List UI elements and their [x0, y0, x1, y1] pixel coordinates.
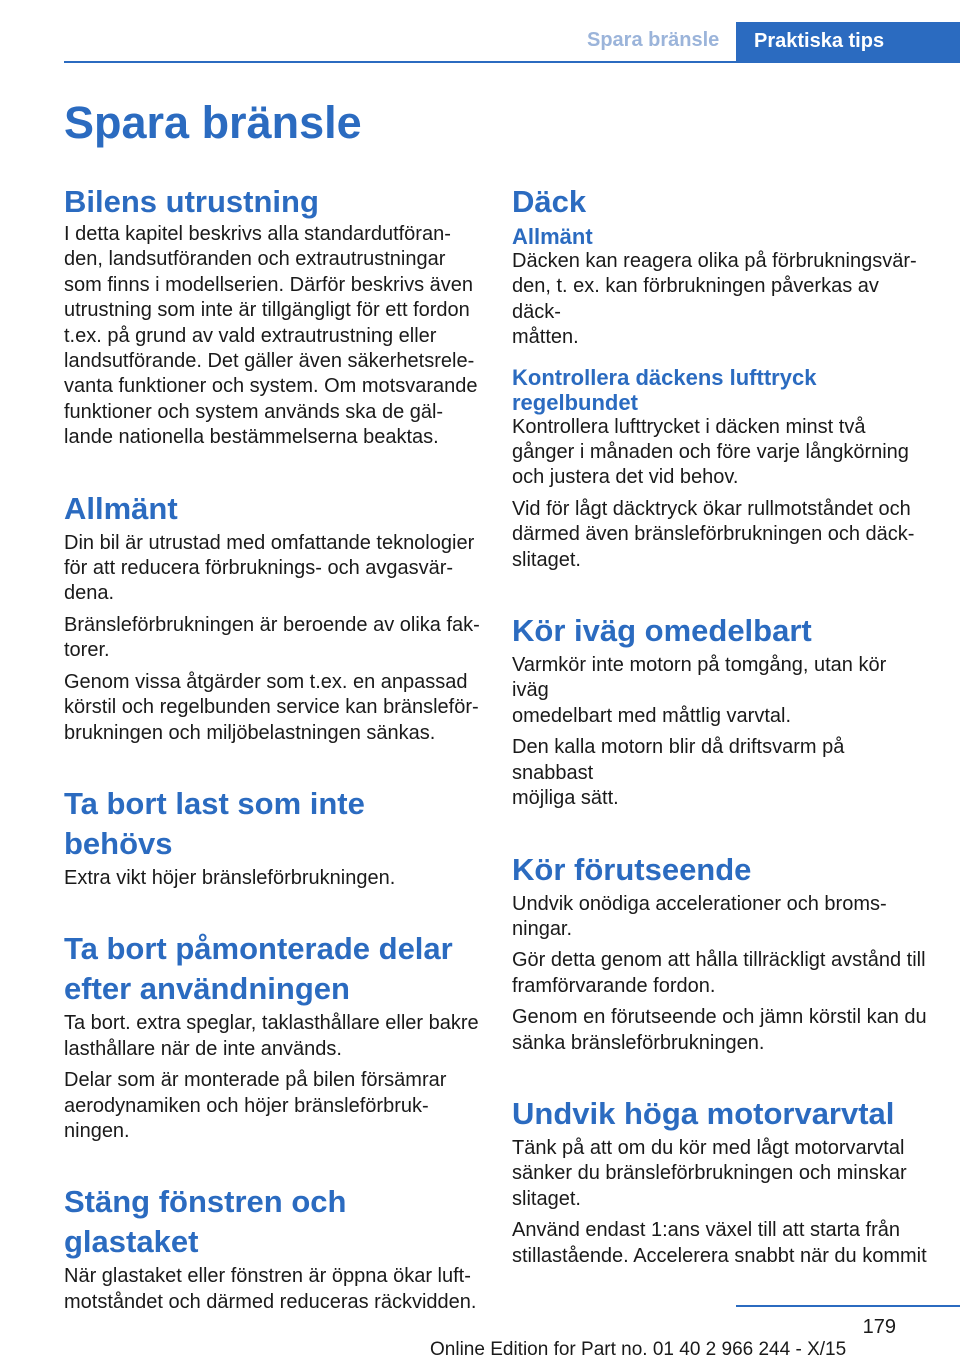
heading-tires: Däck: [512, 184, 587, 219]
page-number: 179: [862, 1316, 896, 1338]
heading-equipment: Bilens utrustning: [64, 184, 319, 219]
paragraph-tires-3: Vid för lågt däcktryck ökar rullmotståndet och därmed även bränsleförbrukningen och däck- slitaget.: [512, 497, 915, 571]
paragraph-anticipate-3: Genom en förutseende och jämn körstil kan du sänka bränsleförbrukningen.: [512, 1006, 927, 1054]
paragraph-general-1: Din bil är utrustad med omfattande teknologier för att reducera förbruknings- och avgasvär- dena.: [64, 531, 475, 605]
paragraph-anticipate-1: Undvik onödiga accelerationer och broms- ningar.: [512, 892, 887, 940]
paragraph-remove-load: Extra vikt höjer bränsleförbrukningen.: [64, 866, 396, 889]
heading-avoid-high-rpm: Undvik höga motorvarvtal: [512, 1095, 895, 1131]
left-column: [64, 182, 480, 1315]
right-column: [512, 182, 928, 1269]
footer-rule: [736, 1305, 960, 1307]
paragraph-drive-off-1: Varmkör inte motorn på tomgång, utan kör iväg omedelbart med måttlig varvtal.: [512, 654, 887, 727]
paragraph-anticipate-2: Gör detta genom att hålla tillräckligt avstånd till framförvarande fordon.: [512, 949, 926, 997]
edition-note: Online Edition for Part no. 01 40 2 966 244 - X/15: [430, 1339, 847, 1360]
paragraph-remove-parts-1: Ta bort. extra speglar, taklasthållare eller bakre lasthållare när de inte används.: [64, 1012, 479, 1060]
heading-close-windows: Stäng fönstren och glastaket: [64, 1184, 347, 1260]
header-chapter-tab: Praktiska tips: [736, 22, 960, 63]
paragraph-drive-off-2: Den kalla motorn blir då driftsvarm på snabbast möjliga sätt.: [512, 736, 845, 810]
heading-drive-off: Kör iväg omedelbart: [512, 613, 812, 649]
paragraph-remove-parts-2: Delar som är monterade på bilen försämrar aerodynamiken och höjer bränsleförbruk- ningen.: [64, 1069, 447, 1142]
subheading-tires-general: Allmänt: [512, 224, 593, 249]
paragraph-tires-2: Kontrollera lufttrycket i däcken minst två gånger i månaden och före varje långkörning och justera det vid behov.: [512, 415, 909, 489]
paragraph-equipment: I detta kapitel beskrivs alla standardutföran- den, landsutföranden och extrautrustningar som finns i modellserien. Därför beskrivs även utrustning som inte är tillgängligt för ett fordon t.ex. på grund av vald extrautrustning eller landsutförande. Det gäller även säkerhetsrele- vanta funktioner och system. Om motsvarande funktioner och system används ska de gäl- lande nationella bestämmelserna beaktas.: [64, 223, 478, 449]
heading-remove-load: Ta bort last som inte behövs: [64, 785, 365, 861]
paragraph-general-2: Bränsleförbrukningen är beroende av olika fak- torer.: [64, 613, 480, 662]
header-section-title: Spara bränsle: [587, 29, 720, 51]
paragraph-close-windows: När glastaket eller fönstren är öppna ökar luft- motståndet och därmed reduceras räckvidden.: [64, 1265, 477, 1313]
paragraph-avoid-high-rpm-2: Använd endast 1:ans växel till att starta från stillastående. Accelerera snabbt när du kommit: [512, 1219, 927, 1267]
heading-remove-parts: Ta bort påmonterade delar efter användningen: [64, 931, 453, 1007]
page-title: Spara bränsle: [64, 97, 362, 148]
paragraph-avoid-high-rpm-1: Tänk på att om du kör med lågt motorvarvtal sänker du bränsleförbrukningen och minskar slitaget.: [512, 1136, 907, 1210]
heading-anticipate: Kör förutseende: [512, 851, 752, 887]
paragraph-tires-1: Däcken kan reagera olika på förbrukningsvär- den, t. ex. kan förbrukningen påverkas av däck- måtten.: [512, 250, 917, 349]
heading-general: Allmänt: [64, 490, 178, 526]
paragraph-general-3: Genom vissa åtgärder som t.ex. en anpassad körstil och regelbunden service kan bränsleför- brukningen och miljöbelastningen sänkas.: [64, 670, 479, 744]
subheading-tire-pressure: Kontrollera däckens lufttryck regelbundet: [512, 364, 817, 415]
